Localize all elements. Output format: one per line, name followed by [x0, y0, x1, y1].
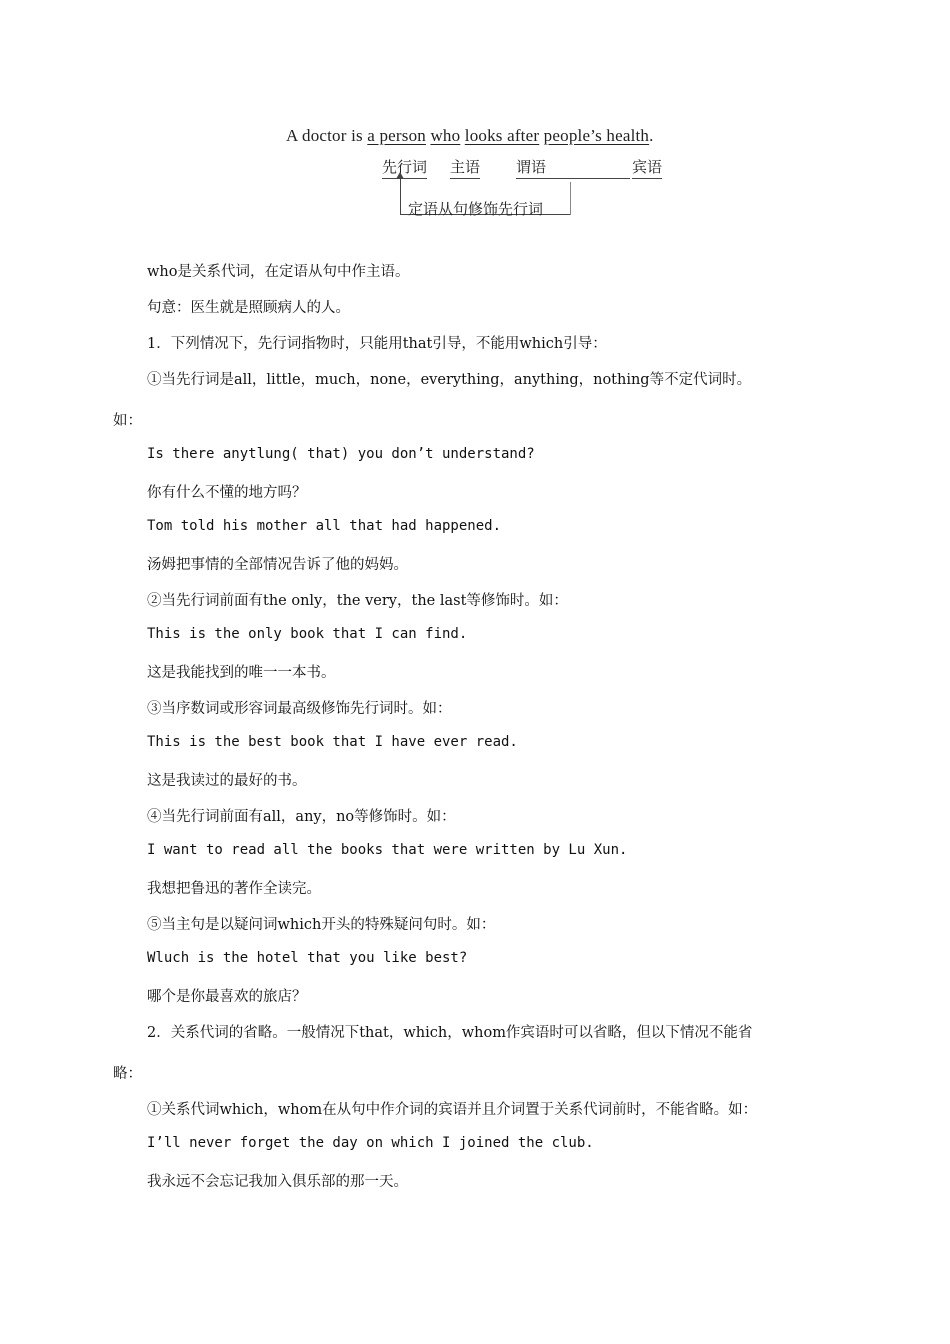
text-line: ①当先行词是all，little，much，none，everything，anything，nothing等不定代词时。 — [147, 372, 752, 388]
arrow-line — [400, 176, 401, 214]
text-line: 2．关系代词的省略。一般情况下that，which，whom作宾语时可以省略，但以下情况不能省 — [147, 1025, 753, 1041]
example-english: I’ll never forget the day on which I joined the club. — [147, 1135, 594, 1151]
sentence-antecedent: a person — [367, 126, 426, 145]
example-english: Tom told his mother all that had happened. — [147, 518, 502, 534]
text-line: ①关系代词which，whom在从句中作介词的宾语并且介词置于关系代词前时，不能省略。如： — [147, 1102, 758, 1118]
label-antecedent: 先行词 — [382, 156, 427, 179]
text-line: 略： — [113, 1066, 142, 1082]
example-english: This is the only book that I can find. — [147, 626, 468, 642]
bracket-right — [570, 182, 571, 215]
sentence-part: A doctor is — [286, 126, 368, 145]
example-english: Is there anytlung( that) you don’t understand? — [147, 446, 535, 462]
example-english: Wluch is the hotel that you like best? — [147, 950, 468, 966]
text-line: 1．下列情况下，先行词指物时，只能用that引导，不能用which引导： — [147, 336, 607, 352]
sentence-period: . — [649, 126, 654, 145]
diagram-caption: 定语从句修饰先行词 — [408, 200, 544, 218]
text-line: ③当序数词或形容词最高级修饰先行词时。如： — [147, 701, 452, 717]
label-subject: 主语 — [450, 156, 480, 179]
example-chinese: 我想把鲁迅的著作全读完。 — [147, 881, 321, 897]
text-line: ②当先行词前面有the only，the very，the last等修饰时。如： — [147, 593, 568, 609]
text-line: ⑤当主句是以疑问词which开头的特殊疑问句时。如： — [147, 917, 496, 933]
label-object: 宾语 — [632, 156, 662, 179]
text-line: ④当先行词前面有all，any，no等修饰时。如： — [147, 809, 456, 825]
diagram-sentence — [286, 126, 654, 146]
example-chinese: 哪个是你最喜欢的旅店？ — [147, 989, 307, 1005]
sentence-predicate: looks after — [464, 126, 540, 145]
example-english: I want to read all the books that were written by Lu Xun. — [147, 842, 628, 858]
text-line: who是关系代词，在定语从句中作主语。 — [147, 264, 410, 280]
grammar-diagram — [270, 118, 690, 230]
sentence-object: people’s health — [543, 126, 650, 145]
example-chinese: 我永远不会忘记我加入俱乐部的那一天。 — [147, 1174, 408, 1190]
example-chinese: 你有什么不懂的地方吗？ — [147, 485, 307, 501]
sentence-relative-pronoun: who — [430, 126, 461, 145]
text-line: 如： — [113, 413, 142, 429]
example-chinese: 这是我读过的最好的书。 — [147, 773, 307, 789]
label-predicate: 谓语 — [516, 156, 630, 179]
example-chinese: 汤姆把事情的全部情况告诉了他的妈妈。 — [147, 557, 408, 573]
example-chinese: 这是我能找到的唯一一本书。 — [147, 665, 336, 681]
text-line: 句意：医生就是照顾病人的人。 — [147, 300, 350, 316]
example-english: This is the best book that I have ever read. — [147, 734, 518, 750]
